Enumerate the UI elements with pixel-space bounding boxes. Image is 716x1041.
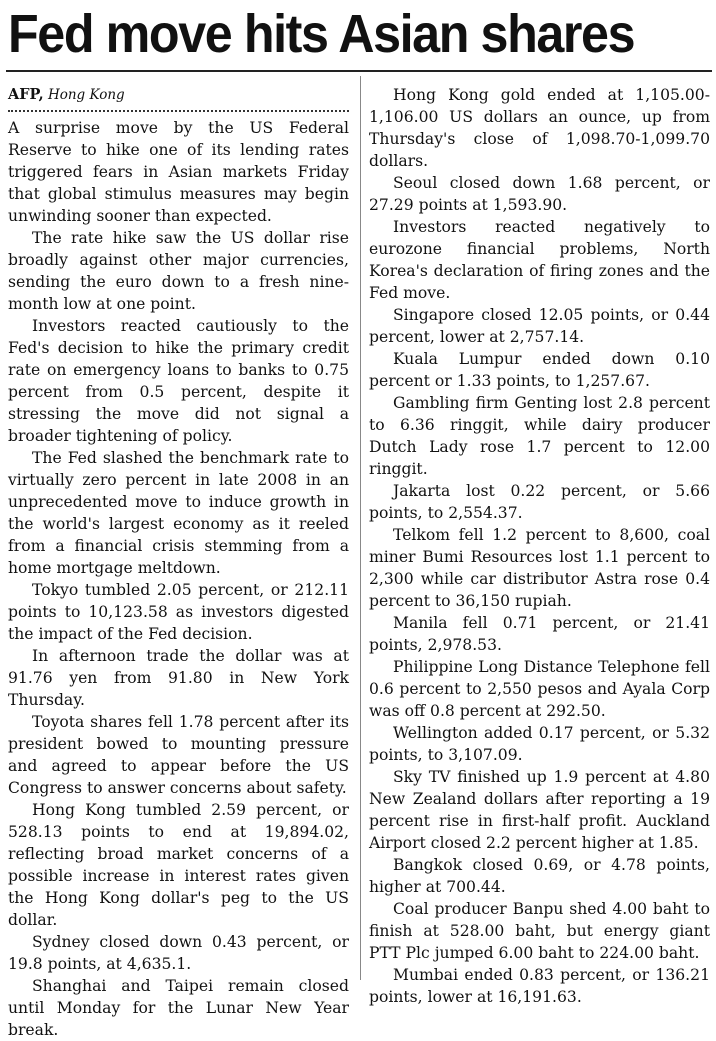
paragraph: Shanghai and Taipei remain closed until Monday for the Lunar New Year break. bbox=[8, 977, 349, 1039]
byline bbox=[8, 84, 349, 106]
headline: Fed move hits Asian shares bbox=[8, 4, 635, 64]
paragraph: Sky TV finished up 1.9 percent at 4.80 New Zealand dollars after reporting a 19 percent rise in first-half profit. Auckland Airport closed 2.2 percent higher at 1.85. bbox=[369, 768, 710, 852]
article-column-left bbox=[8, 84, 349, 1041]
paragraph: Jakarta lost 0.22 percent, or 5.66 points, to 2,554.37. bbox=[369, 482, 710, 522]
paragraph: Investors reacted cautiously to the Fed's decision to hike the primary credit rate on emergency loans to banks to 0.75 percent from 0.5 percent, despite it stressing the move did not signal a broader tightening of policy. bbox=[8, 317, 349, 445]
paragraph: The rate hike saw the US dollar rise broadly against other major currencies, sending the euro down to a fresh nine-month low at one point. bbox=[8, 229, 349, 313]
byline-place: Hong Kong bbox=[47, 87, 125, 103]
paragraph: Sydney closed down 0.43 percent, or 19.8 points, at 4,635.1. bbox=[8, 933, 349, 973]
paragraph: Philippine Long Distance Telephone fell 0.6 percent to 2,550 pesos and Ayala Corp was off 0.8 percent at 292.50. bbox=[369, 658, 710, 720]
paragraph: Hong Kong gold ended at 1,105.00-1,106.00 US dollars an ounce, up from Thursday's close of 1,098.70-1,099.70 dollars. bbox=[369, 86, 710, 170]
paragraph: Toyota shares fell 1.78 percent after its president bowed to mounting pressure and agreed to appear before the US Congress to answer concerns about safety. bbox=[8, 713, 349, 797]
paragraph: In afternoon trade the dollar was at 91.76 yen from 91.80 in New York Thursday. bbox=[8, 647, 349, 709]
article-column-right bbox=[369, 84, 710, 1008]
paragraph: Manila fell 0.71 percent, or 21.41 points, 2,978.53. bbox=[369, 614, 710, 654]
paragraph: Mumbai ended 0.83 percent, or 136.21 points, lower at 16,191.63. bbox=[369, 966, 710, 1006]
paragraph: A surprise move by the US Federal Reserve to hike one of its lending rates triggered fears in Asian markets Friday that global stimulus measures may begin unwinding sooner than expected. bbox=[8, 119, 349, 225]
paragraph: Investors reacted negatively to eurozone financial problems, North Korea's declaration of firing zones and the Fed move. bbox=[369, 218, 710, 302]
byline-agency: AFP, bbox=[8, 86, 44, 103]
paragraph: Gambling firm Genting lost 2.8 percent to 6.36 ringgit, while dairy producer Dutch Lady rose 1.7 percent to 12.00 ringgit. bbox=[369, 394, 710, 478]
byline-dotted-rule bbox=[8, 110, 349, 112]
paragraph: Telkom fell 1.2 percent to 8,600, coal miner Bumi Resources lost 1.1 percent to 2,300 while car distributor Astra rose 0.4 percent to 36,150 rupiah. bbox=[369, 526, 710, 610]
column-divider bbox=[360, 76, 361, 980]
paragraph: Seoul closed down 1.68 percent, or 27.29 points at 1,593.90. bbox=[369, 174, 710, 214]
paragraph: Kuala Lumpur ended down 0.10 percent or 1.33 points, to 1,257.67. bbox=[369, 350, 710, 390]
paragraph: Coal producer Banpu shed 4.00 baht to finish at 528.00 baht, but energy giant PTT Plc jumped 6.00 baht to 224.00 baht. bbox=[369, 900, 710, 962]
paragraph: Bangkok closed 0.69, or 4.78 points, higher at 700.44. bbox=[369, 856, 710, 896]
paragraph: Singapore closed 12.05 points, or 0.44 percent, lower at 2,757.14. bbox=[369, 306, 710, 346]
paragraph: The Fed slashed the benchmark rate to virtually zero percent in late 2008 in an unprecedented move to induce growth in the world's largest economy as it reeled from a financial crisis stemming from a home mortgage meltdown. bbox=[8, 449, 349, 577]
headline-rule bbox=[6, 70, 712, 72]
paragraph: Hong Kong tumbled 2.59 percent, or 528.13 points to end at 19,894.02, reflecting broad market concerns of a possible increase in interest rates given the Hong Kong dollar's peg to the US dollar. bbox=[8, 801, 349, 929]
paragraph: Wellington added 0.17 percent, or 5.32 points, to 3,107.09. bbox=[369, 724, 710, 764]
paragraph: Tokyo tumbled 2.05 percent, or 212.11 points to 10,123.58 as investors digested the impact of the Fed decision. bbox=[8, 581, 349, 643]
